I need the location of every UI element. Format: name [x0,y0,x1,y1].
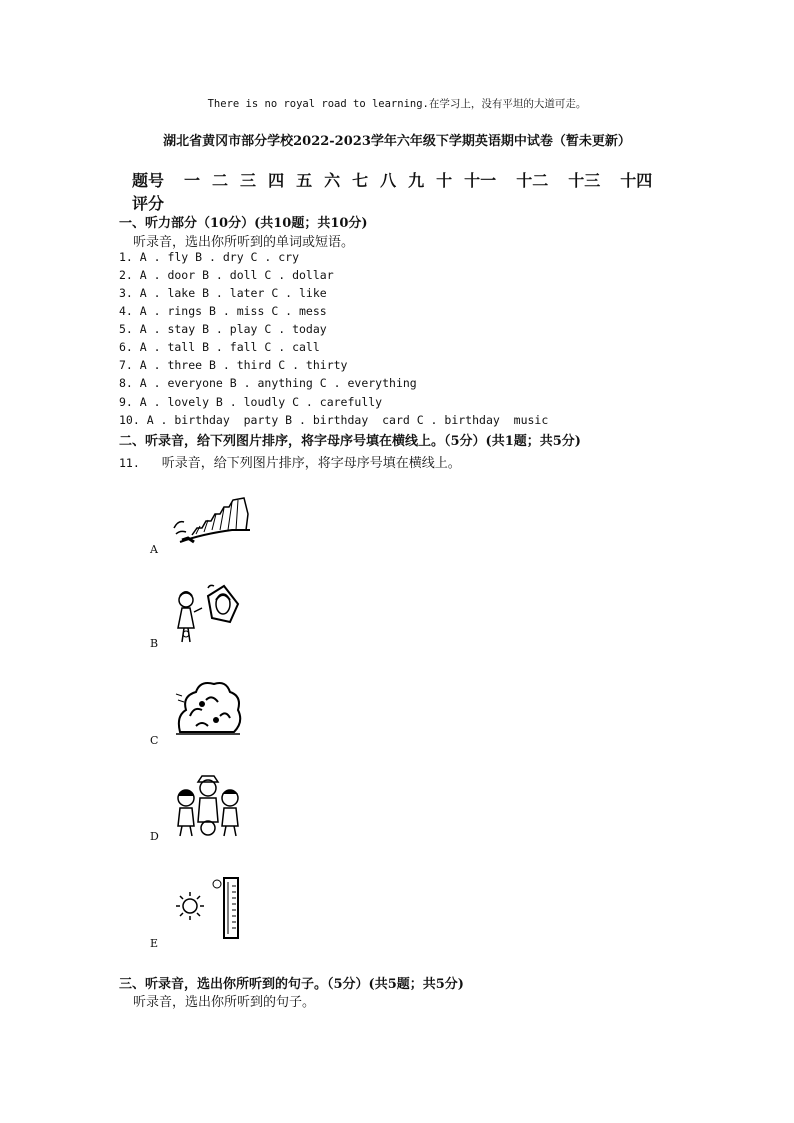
score-column: 七 [352,171,369,190]
section1-heading: 一、听力部分（10分）(共10题；共10分) [119,216,368,231]
score-table-header-row [132,168,664,191]
section1-instruction: 听录音，选出你所听到的单词或短语。 [133,235,355,250]
picture-label: A [150,543,158,556]
score-column: 九 [408,171,425,190]
picture-label: D [150,830,159,843]
section2-heading: 二、听录音，给下列图片排序，将字母序号填在横线上。（5分）(共1题；共5分) [119,434,581,449]
score-column: 五 [296,171,313,190]
question-item: 9. A . lovely B . loudly C . carefully [119,395,383,409]
question-item: 4. A . rings B . miss C . mess [119,304,327,318]
question-item: 2. A . door B . doll C . dollar [119,268,334,282]
score-column: 四 [268,171,285,190]
children-group-icon [172,772,244,838]
question-item: 5. A . stay B . play C . today [119,322,327,336]
score-column: 八 [380,171,397,190]
stairs-icon [172,490,252,550]
score-column: 二 [212,171,229,190]
question-item: 8. A . everyone B . anything C . everything [119,376,417,390]
picture-label: B [150,637,159,650]
picture-label: C [150,734,159,747]
score-column: 六 [324,171,341,190]
score-column: 一 [184,171,201,190]
score-column: 十一 [464,171,497,190]
score-column: 十三 [568,171,601,190]
section3-heading: 三、听录音，选出你所听到的句子。（5分）(共5题；共5分) [119,977,464,992]
bush-icon [172,676,244,738]
question-item: 1. A . fly B . dry C . cry [119,250,300,264]
question-item: 7. A . three B . third C . thirty [119,358,348,372]
picture-label: E [150,937,159,950]
question-item: 3. A . lake B . later C . like [119,286,327,300]
exam-title: 湖北省黄冈市部分学校2022-2023学年六年级下学期英语期中试卷（暂未更新） [163,134,631,149]
score-label-score: 评分 [132,194,165,213]
score-column: 十 [436,171,453,190]
score-column: 十四 [620,171,653,190]
question-item: 10. A . birthday party B . birthday card C . birthday music [119,413,549,427]
question-11 [119,452,461,471]
score-label-question-number: 题号 [132,171,165,190]
question-text: 听录音，给下列图片排序，将字母序号填在横线上。 [161,456,461,471]
score-column: 三 [240,171,257,190]
question-item: 6. A . tall B . fall C . call [119,340,320,354]
sun-thermometer-icon [172,872,248,942]
page-motto: There is no royal road to learning.在学习上，没有平坦的大道可走。 [207,98,587,110]
score-column: 十二 [516,171,549,190]
section3-instruction: 听录音，选出你所听到的句子。 [133,995,316,1010]
question-number: 11. [119,456,140,470]
girl-with-mirror-icon [172,582,244,648]
